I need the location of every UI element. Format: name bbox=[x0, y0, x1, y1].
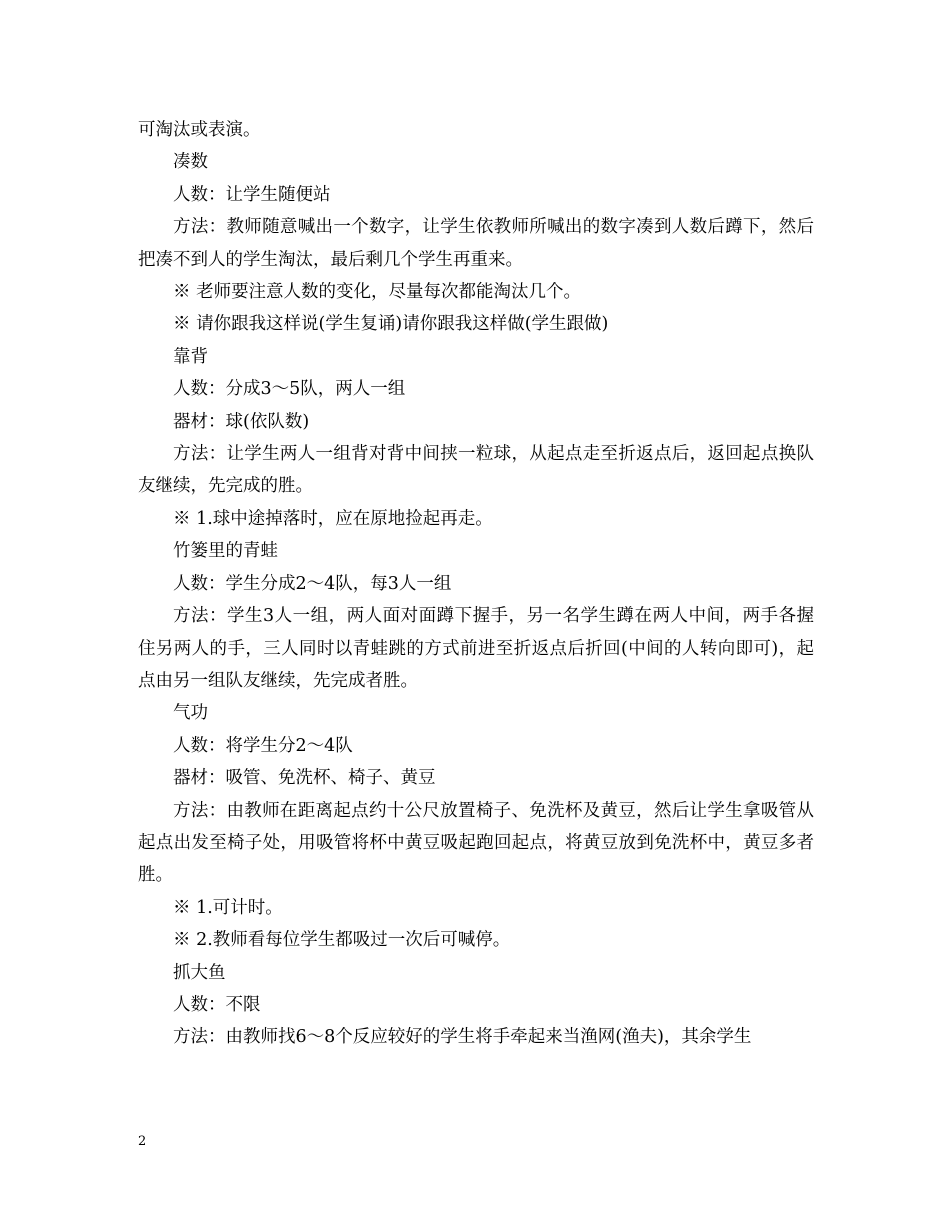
page-number: 2 bbox=[138, 1134, 147, 1149]
document-body bbox=[138, 114, 814, 1054]
paragraph: 方法：由教师在距离起点约十公尺放置椅子、免洗杯及黄豆，然后让学生拿吸管从起点出发至椅子处，用吸管将杯中黄豆吸起跑回起点，将黄豆放到免洗杯中，黄豆多者胜。 bbox=[138, 800, 814, 886]
paragraph: 方法：由教师找6～8个反应较好的学生将手牵起来当渔网(渔夫)，其余学生 bbox=[173, 1027, 752, 1048]
paragraph: 方法：学生3人一组，两人面对面蹲下握手，另一名学生蹲在两人中间，两手各握住另两人的手，三人同时以青蛙跳的方式前进至折返点后折回(中间的人转向即可)，起点由另一组队友继续，先完成者胜。 bbox=[138, 606, 814, 691]
section-heading: 抓大鱼 bbox=[173, 962, 226, 983]
section-heading: 靠背 bbox=[173, 346, 208, 367]
note-paragraph: ※ 老师要注意人数的变化，尽量每次都能淘汰几个。 bbox=[173, 282, 582, 303]
note-paragraph: ※ 1.可计时。 bbox=[173, 897, 283, 918]
note-paragraph: ※ 2.教师看每位学生都吸过一次后可喊停。 bbox=[173, 930, 511, 951]
paragraph: 人数：不限 bbox=[173, 994, 261, 1015]
paragraph: 方法：教师随意喊出一个数字，让学生依教师所喊出的数字凑到人数后蹲下，然后把凑不到人的学生淘汰，最后剩几个学生再重来。 bbox=[138, 217, 814, 270]
paragraph: 可淘汰或表演。 bbox=[138, 120, 261, 140]
paragraph: 人数：让学生随便站 bbox=[173, 184, 331, 205]
paragraph: 人数：将学生分2～4队 bbox=[173, 735, 353, 756]
paragraph: 人数：学生分成2～4队，每3人一组 bbox=[173, 573, 452, 594]
paragraph: 方法：让学生两人一组背对背中间挟一粒球，从起点走至折返点后，返回起点换队友继续，先完成的胜。 bbox=[138, 444, 814, 497]
paragraph: 器材：球(依队数) bbox=[173, 411, 310, 432]
section-heading: 凑数 bbox=[173, 152, 208, 173]
note-paragraph: ※ 请你跟我这样说(学生复诵)请你跟我这样做(学生跟做) bbox=[173, 314, 609, 335]
note-paragraph: ※ 1.球中途掉落时，应在原地捡起再走。 bbox=[173, 508, 493, 529]
section-heading: 气功 bbox=[173, 703, 208, 724]
paragraph: 器材：吸管、免洗杯、椅子、黄豆 bbox=[173, 768, 436, 789]
section-heading: 竹篓里的青蛙 bbox=[173, 541, 278, 562]
paragraph: 人数：分成3～5队，两人一组 bbox=[173, 379, 406, 400]
